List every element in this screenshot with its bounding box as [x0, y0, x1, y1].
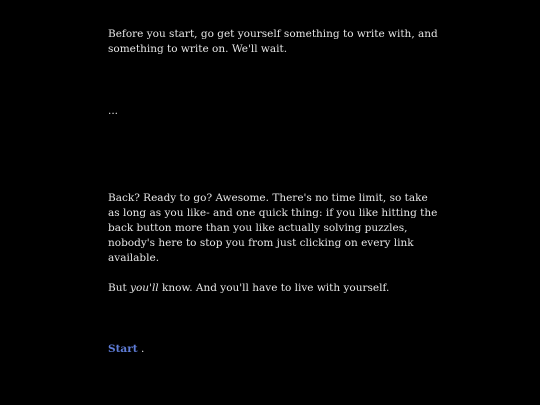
main-content [108, 27, 438, 357]
start-line [108, 342, 438, 357]
warning-suffix: know. And you'll have to live with yourself. [158, 282, 390, 294]
intro-paragraph: Before you start, go get yourself something to write with, and something to write on. We'll wait. [108, 28, 438, 55]
warning-paragraph [108, 281, 438, 296]
warning-prefix: But [108, 282, 131, 294]
warning-emphasis: you'll [130, 282, 159, 294]
ellipsis-text: ... [108, 105, 119, 117]
instructions-paragraph: Back? Ready to go? Awesome. There's no time limit, so take as long as you like- and one quick thing: if you like hitting the back button more than you like actually solving puzzles, nobody's here to stop you from just clicking on every link available. [108, 192, 438, 264]
start-link[interactable]: Start [108, 343, 138, 355]
start-suffix: . [137, 343, 145, 355]
